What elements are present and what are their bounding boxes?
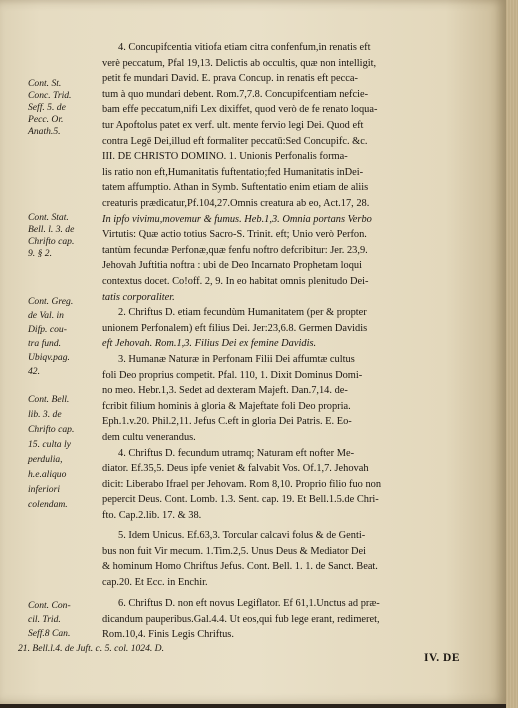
margin-note: Anath.5. (28, 126, 61, 137)
margin-note: h.e.aliquo (28, 469, 67, 480)
margin-note: cil. Trid. (28, 614, 61, 625)
margin-note: tra fund. (28, 338, 62, 349)
text-line: creaturis prædicatur,Pf.104,27.Omnis creatura ab eo, Act.17, 28. (102, 198, 370, 209)
text-line: tantùm fecundæ Perfonæ,quæ fenfu noftro defcribitur: Jer. 23,9. (102, 244, 368, 256)
text-line: no meo. Hebr.1,3. Sedet ad dexteram Majeft. Dan.7,14. de- (102, 385, 348, 397)
margin-note: 15. culta ly (28, 439, 71, 450)
text-line: eft Jehovah. Rom.1,3. Filius Dei ex femine Davidis. (102, 338, 317, 350)
margin-note: inferiori (28, 484, 60, 495)
margin-note: Bell. l. 3. de (28, 224, 75, 235)
text-line: bam effe peccatum,nifi Lex dixiffet, quod verò de fe renato loqua- (102, 104, 378, 116)
margin-note: colendam. (28, 499, 68, 510)
text-line: 4. Chriftus D. fecundum utramq; Naturam eft nofter Me- (118, 447, 355, 459)
text-line: Virtutis: Quæ actio totius Sacro-S. Trinit. eft; Unio verò Perfon. (102, 229, 367, 241)
margin-note: de Val. in (28, 310, 64, 321)
text-line: & hominum Homo Chriftus Jefus. Cont. Bell. 1. 1. de Sanct. Beat. (102, 561, 378, 573)
text-line: tur Apoftolus patet ex verf. ult. mente fervio legi Dei. Quod eft (102, 120, 364, 131)
text-line: lis ratio non eft,Humanitatis fuftentatio;fed Humanitatis inDei- (102, 166, 364, 178)
text-line: bus non fuit Vir mecum. 1.Tim.2,5. Unus Deus & Mediator Dei (102, 545, 367, 557)
text-line: cap.20. Et Ecc. in Enchir. (102, 576, 208, 588)
text-line: In ipfo vivimu,movemur & fumus. Heb.1,3. Omnia portans Verbo (102, 213, 372, 225)
page-edge (506, 0, 518, 708)
margin-note: 21. Bell.l.4. de Juft. c. 5. col. 1024. D. (18, 643, 165, 654)
text-line: foli Deo proprius competit. Pfal. 110, 1. Dixit Dominus Domi- (102, 369, 363, 381)
text-line: fcribit filium hominis à gloria & Majeftate foli Deo propria. (102, 400, 351, 412)
margin-note: Ubiqv.pag. (28, 352, 70, 363)
text-line: petit fe mundari David. E. prava Concup. in renatis eft pecca- (102, 73, 358, 85)
text-line: tum à quo mundari debent. Rom.7,7.8. Concupifcentiam nefcie- (102, 88, 369, 100)
text-line: pepercit Deus. Cont. Lomb. 1.3. Sent. cap. 19. Et Bell.1.5.de Chri- (102, 494, 379, 506)
margin-note: Cont. Greg. (28, 296, 74, 307)
margin-note: Cont. Bell. (28, 394, 70, 405)
text-line: 4. Concupifcentia vitiofa etiam citra confenfum,in renatis eft (118, 42, 371, 53)
text-line: fto. Cap.2.lib. 17. & 38. (102, 510, 202, 521)
text-line: Jehovah Juftitia noftra : ubi de Deo Incarnato Prophetam loqui (102, 260, 362, 272)
margin-note: Conc. Trid. (28, 90, 72, 101)
text-line: 5. Idem Unicus. Ef.63,3. Torcular calcavi folus & de Genti- (118, 530, 366, 541)
text-line: diator. Ef.35,5. Deus ipfe veniet & falvabit Vos. Of.1,7. Jehovah (102, 463, 369, 475)
text-line: dicit: Liberabo Ifrael per Jehovam. Rom 8,10. Proprio filio fuo non (102, 478, 382, 490)
margin-note: 42. (28, 366, 40, 377)
margin-note: Difp. cou- (28, 324, 67, 335)
text-line: 3. Humanæ Naturæ in Perfonam Filii Dei affumtæ cultus (118, 354, 355, 365)
margin-note: Cont. St. (28, 78, 62, 89)
text-line: dem cultu venerandus. (102, 432, 196, 443)
text-line: contextus docet. Co!off. 2, 9. In eo habitat omnis plenitudo Dei- (102, 276, 369, 287)
text-line: contra Legē Dei,illud eft formaliter peccatū:Sed Concupifc. &c. (102, 135, 368, 147)
margin-note: Cont. Stat. (28, 212, 69, 223)
text-line: 2. Chriftus D. etiam fecundùm Humanitatem (per & propter (118, 307, 367, 319)
text-line: verè peccatum, Pfal 19,13. Delictis ab occultis, quæ non intelligit, (102, 57, 377, 69)
text-line: unionem Perfonalem) eft filius Dei. Jer:23,6.8. Germen Davidis (102, 322, 368, 334)
margin-note: 9. § 2. (28, 248, 52, 259)
margin-note: Seff.8 Can. (28, 628, 71, 639)
catchword: IV. DE (424, 652, 461, 664)
section-heading-line: III. DE CHRISTO DOMINO. 1. Unionis Perfonalis forma- (102, 151, 348, 163)
margin-note: Seff. 5. de (28, 102, 66, 113)
text-line: Eph.1.v.20. Phil.2,11. Jefus C.eft in gloria Dei Patris. E. Eo- (102, 416, 352, 428)
margin-note: Pecc. Or. (28, 114, 64, 125)
margin-note: perdulia, (28, 454, 63, 465)
text-line: tatem affumptio. Athan in Symb. Suftentatio enim etiam de aliis (102, 182, 369, 194)
text-line: dicandum pauperibus.Gal.4.4. Ut eos,qui fub lege erant, redimeret, (102, 613, 380, 625)
text-line: tatis corporaliter. (102, 291, 175, 303)
margin-note: lib. 3. de (28, 409, 62, 420)
margin-note: Cont. Con- (28, 600, 71, 611)
margin-note: Chrifto cap. (28, 236, 75, 247)
text-line: Rom.10,4. Finis Legis Chriftus. (102, 629, 234, 641)
margin-note: Chrifto cap. (28, 424, 75, 435)
text-line: 6. Chriftus D. non eft novus Legiflator. Ef 61,1.Unctus ad præ- (118, 598, 380, 609)
